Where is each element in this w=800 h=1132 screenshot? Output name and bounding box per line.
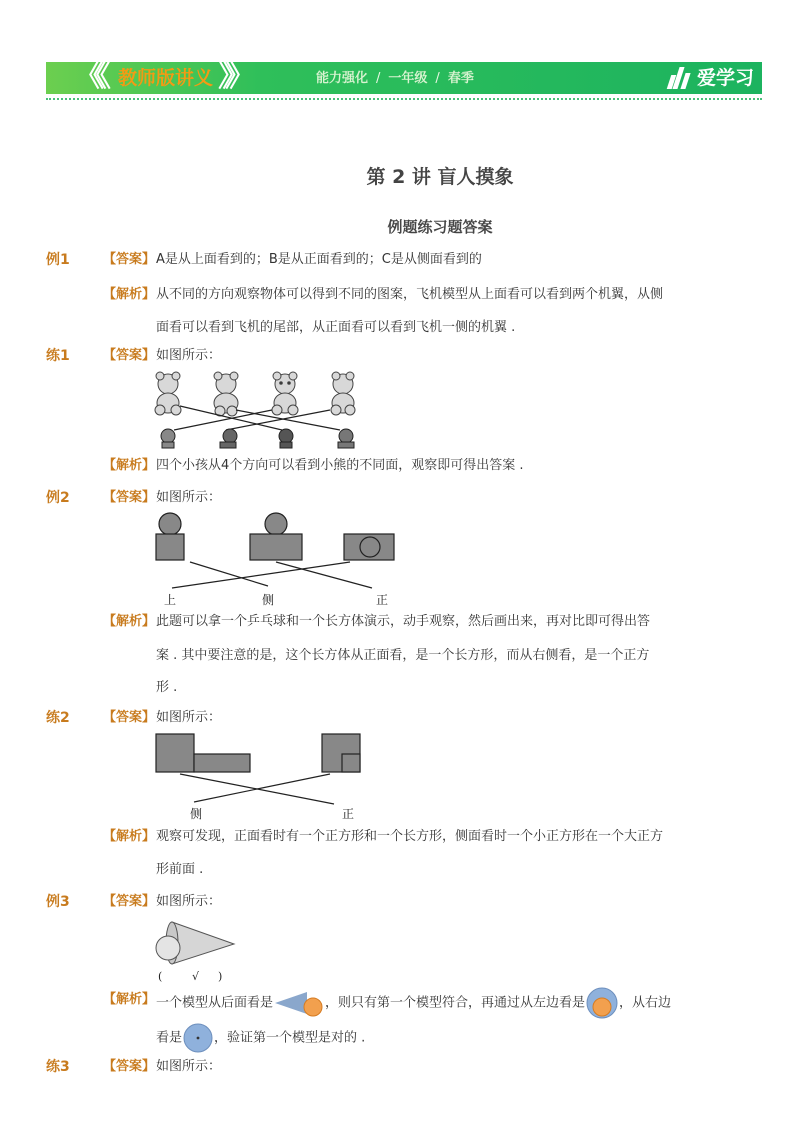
subtitle-grade: 一年级 — [388, 71, 428, 86]
figure-label: 上 — [164, 593, 177, 607]
analysis-label: 【 解析 】 — [103, 612, 155, 632]
answer-text: A是从上面看到的；B是从正面看到的；C是从侧面看到的 — [156, 252, 482, 267]
analysis-line: 形 . — [156, 680, 178, 695]
brand-name: 爱学习 — [696, 67, 754, 89]
analysis-label: 【 解析 】 — [103, 827, 155, 847]
answer-text: 如图所示： — [156, 348, 222, 363]
header-divider — [46, 98, 762, 100]
block-views-figure — [150, 730, 370, 822]
figure-label: 侧 — [262, 593, 275, 607]
circle-left-view-icon — [585, 986, 619, 1020]
circle-right-view-icon — [182, 1022, 214, 1054]
ball-box-figure — [150, 510, 400, 610]
bear-icon — [272, 372, 298, 415]
analysis-line: 观察可发现，正面看时有一个正方形和一个长方形，侧面看时一个小正方形在一个大正方 — [156, 829, 664, 844]
child-icon — [161, 429, 175, 448]
analysis-label: 【 解析 】 — [103, 456, 155, 476]
analysis-label: 【 解析 】 — [103, 990, 155, 1010]
analysis-label: 【 解析 】 — [103, 285, 155, 305]
subtitle-sep: / — [435, 71, 440, 86]
answer-label: 【 答案 】 — [103, 1057, 155, 1077]
child-icon — [279, 429, 293, 448]
check-mark-icon: √ — [192, 970, 200, 983]
bear-icon — [331, 372, 355, 415]
figure-label: 侧 — [190, 807, 203, 821]
figure-label: ) — [218, 970, 223, 983]
analysis-line: 案 . 其中要注意的是，这个长方体从正面看，是一个长方形，而从右侧看，是一个正方 — [156, 648, 650, 663]
bears-children-figure — [150, 370, 370, 452]
item-tag: 练3 — [46, 1059, 70, 1075]
header-banner — [46, 59, 762, 94]
triangle-circle-back-view-icon — [273, 989, 325, 1017]
header-subtitle — [316, 70, 474, 88]
answer-label: 【 答案 】 — [103, 488, 155, 508]
header-title: 教师版讲义 — [118, 67, 214, 89]
subtitle-sep: / — [376, 71, 381, 86]
analysis-line — [156, 986, 671, 1020]
lecture-title: 第 2 讲 盲人摸象 — [366, 166, 514, 188]
answer-text: 如图所示： — [156, 490, 222, 505]
answer-label: 【 答案 】 — [103, 346, 155, 366]
brand-logo — [667, 65, 754, 91]
bear-icon — [155, 372, 181, 415]
analysis-text: ，则只有第一个模型符合，再通过从左边看是 — [325, 995, 586, 1011]
item-tag: 练2 — [46, 710, 70, 726]
figure-label: 正 — [376, 593, 389, 607]
subtitle-term: 春季 — [447, 71, 474, 86]
analysis-line: 面看可以看到飞机的尾部，从正面看可以看到飞机一侧的机翼 . — [156, 320, 516, 335]
analysis-line: 四个小孩从4个方向可以看到小熊的不同面，观察即可得出答案 . — [156, 458, 524, 473]
analysis-line: 形前面 . — [156, 862, 204, 877]
analysis-line: 从不同的方向观察物体可以得到不同的图案，飞机模型从上面看可以看到两个机翼，从侧 — [156, 287, 664, 302]
answer-text: 如图所示： — [156, 710, 222, 725]
analysis-line: 此题可以拿一个乒乓球和一个长方体演示，动手观察，然后画出来，再对比即可得出答 — [156, 614, 651, 629]
answer-text: 如图所示： — [156, 1059, 222, 1074]
answer-text: 如图所示： — [156, 894, 222, 909]
section-title: 例题练习题答案 — [387, 218, 493, 236]
analysis-text: ，验证第一个模型是对的 . — [214, 1030, 366, 1046]
figure-label: ( — [158, 970, 163, 983]
chevron-right-icon: 》》 — [218, 59, 247, 94]
answer-label: 【 答案 】 — [103, 708, 155, 728]
answer-label: 【 答案 】 — [103, 892, 155, 912]
analysis-text: 看是 — [156, 1030, 183, 1046]
item-tag: 例2 — [46, 490, 70, 506]
analysis-line — [156, 1022, 365, 1054]
child-icon — [338, 429, 354, 448]
figure-label: 正 — [342, 807, 355, 821]
analysis-text: 一个模型从后面看是 — [156, 995, 274, 1011]
bear-icon — [214, 372, 238, 416]
item-tag: 练1 — [46, 348, 70, 364]
brand-mark-icon — [667, 67, 693, 89]
analysis-text: ，从右边 — [619, 995, 672, 1011]
item-tag: 例1 — [46, 252, 70, 268]
chevron-left-icon: 《《 — [74, 59, 103, 94]
sphere-cone-figure — [150, 914, 250, 984]
subtitle-course: 能力强化 — [316, 71, 369, 86]
item-tag: 例3 — [46, 894, 70, 910]
answer-label: 【 答案 】 — [103, 250, 155, 270]
child-icon — [220, 429, 237, 448]
